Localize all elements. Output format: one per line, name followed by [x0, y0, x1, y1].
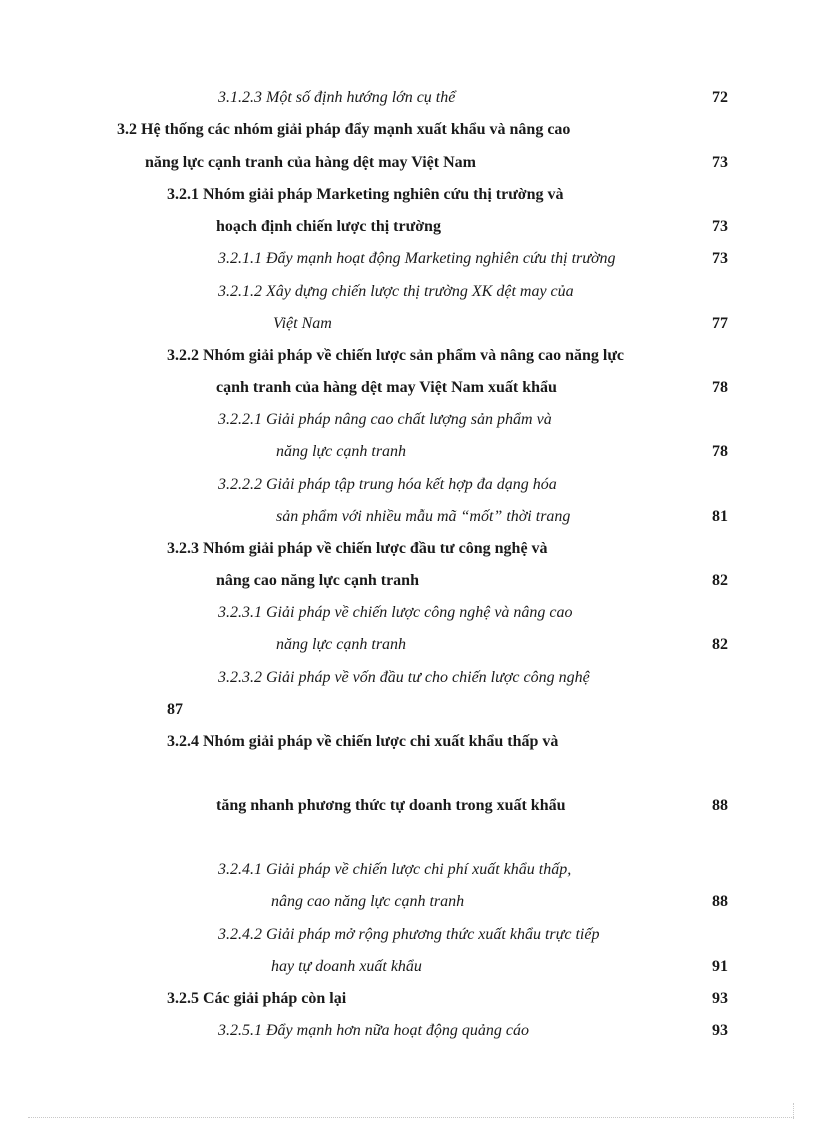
- page-border-corner: [793, 1103, 794, 1119]
- toc-entry-text: 3.2.5.1 Đẩy mạnh hơn nữa hoạt động quảng cáo: [218, 1022, 530, 1039]
- toc-entry-page: 77: [712, 315, 728, 332]
- toc-entry: [0, 215, 816, 239]
- toc-entry-text: 3.2.3.2 Giải pháp về vốn đầu tư cho chiến lược công nghệ: [218, 669, 590, 686]
- toc-entry: [0, 955, 816, 979]
- toc-entry-text: 3.2.4.2 Giải pháp mở rộng phương thức xuất khẩu trực tiếp: [218, 926, 600, 943]
- toc-entry-page: 78: [712, 443, 728, 460]
- toc-entry: [0, 1019, 816, 1043]
- toc-entry-page: 73: [712, 154, 728, 171]
- toc-entry: [0, 666, 816, 690]
- toc-entry-text: Việt Nam: [273, 315, 332, 332]
- toc-entry: [0, 440, 816, 464]
- toc-entry: [0, 569, 816, 593]
- toc-entry-text: 3.2.3 Nhóm giải pháp về chiến lược đầu tư công nghệ và: [167, 540, 548, 557]
- toc-entry: [0, 923, 816, 947]
- toc-entry-text: 3.2.1.1 Đẩy mạnh hoạt động Marketing nghiên cứu thị trường: [218, 250, 616, 267]
- toc-entry-text: hay tự doanh xuất khẩu: [271, 958, 422, 975]
- toc-entry: [0, 473, 816, 497]
- toc-entry: [0, 86, 816, 110]
- toc-entry: [0, 890, 816, 914]
- toc-entry-text: 3.2.2 Nhóm giải pháp về chiến lược sản phẩm và nâng cao năng lực: [167, 347, 625, 364]
- toc-entry-text: 3.2.4 Nhóm giải pháp về chiến lược chi xuất khẩu thấp và: [167, 733, 559, 750]
- toc-entry: [0, 118, 816, 142]
- toc-entry-page: 78: [712, 379, 728, 396]
- toc-entry-text: hoạch định chiến lược thị trường: [216, 218, 441, 235]
- toc-entry-page: 88: [712, 893, 728, 910]
- toc-entry: [0, 344, 816, 368]
- toc-entry-text: 3.1.2.3 Một số định hướng lớn cụ thể: [218, 89, 456, 106]
- toc-entry: [0, 794, 816, 818]
- toc-entry-text: năng lực cạnh tranh: [276, 636, 407, 653]
- toc-entry-text: năng lực cạnh tranh của hàng dệt may Việt Nam: [145, 154, 476, 171]
- toc-entry-page-wrapped: 87: [167, 701, 183, 718]
- toc-entry: [0, 247, 816, 271]
- toc-entry: [0, 987, 816, 1011]
- toc-entry: [0, 151, 816, 175]
- toc-entry: [0, 633, 816, 657]
- toc-entry: [0, 858, 816, 882]
- toc-entry-page: 93: [712, 1022, 728, 1039]
- toc-entry: [0, 280, 816, 304]
- toc-entry-page: 81: [712, 508, 728, 525]
- toc-entry-page: 88: [712, 797, 728, 814]
- toc-entry-text: nâng cao năng lực cạnh tranh: [216, 572, 419, 589]
- toc-entry-text: 3.2.4.1 Giải pháp về chiến lược chi phí xuất khẩu thấp,: [218, 861, 572, 878]
- toc-entry-page: 93: [712, 990, 728, 1007]
- toc-entry-text: 3.2.3.1 Giải pháp về chiến lược công nghệ và nâng cao: [218, 604, 573, 621]
- toc-entry-page: 82: [712, 636, 728, 653]
- page-border-bottom: [28, 1117, 794, 1118]
- toc-entry-text: 3.2 Hệ thống các nhóm giải pháp đẩy mạnh xuất khẩu và nâng cao: [117, 121, 571, 138]
- toc-entry-page: 82: [712, 572, 728, 589]
- toc-entry: [0, 408, 816, 432]
- toc-entry: [0, 537, 816, 561]
- toc-entry-page: 91: [712, 958, 728, 975]
- toc-entry-text: sản phẩm với nhiều mẫu mã “mốt” thời trang: [276, 508, 571, 525]
- toc-entry-page: 72: [712, 89, 728, 106]
- toc-entry: [0, 376, 816, 400]
- toc-entry-page: 73: [712, 218, 728, 235]
- toc-entry: [0, 505, 816, 529]
- toc-entry-text: tăng nhanh phương thức tự doanh trong xuất khẩu: [216, 797, 566, 814]
- toc-entry: [0, 601, 816, 625]
- toc-entry-text: năng lực cạnh tranh: [276, 443, 407, 460]
- toc-entry-text: nâng cao năng lực cạnh tranh: [271, 893, 465, 910]
- toc-entry-text: 3.2.1.2 Xây dựng chiến lược thị trường XK dệt may của: [218, 283, 574, 300]
- toc-entry: [0, 312, 816, 336]
- toc-entry-text: 3.2.2.1 Giải pháp nâng cao chất lượng sản phẩm và: [218, 411, 552, 428]
- toc-entry: [0, 730, 816, 754]
- toc-entry-text: 3.2.1 Nhóm giải pháp Marketing nghiên cứu thị trường và: [167, 186, 564, 203]
- toc-entry-page: 73: [712, 250, 728, 267]
- toc-entry: [0, 698, 816, 722]
- toc-entry-text: 3.2.2.2 Giải pháp tập trung hóa kết hợp đa dạng hóa: [218, 476, 557, 493]
- toc-entry-text: cạnh tranh của hàng dệt may Việt Nam xuất khẩu: [216, 379, 557, 396]
- toc-entry: [0, 183, 816, 207]
- toc-entry-text: 3.2.5 Các giải pháp còn lại: [167, 990, 347, 1007]
